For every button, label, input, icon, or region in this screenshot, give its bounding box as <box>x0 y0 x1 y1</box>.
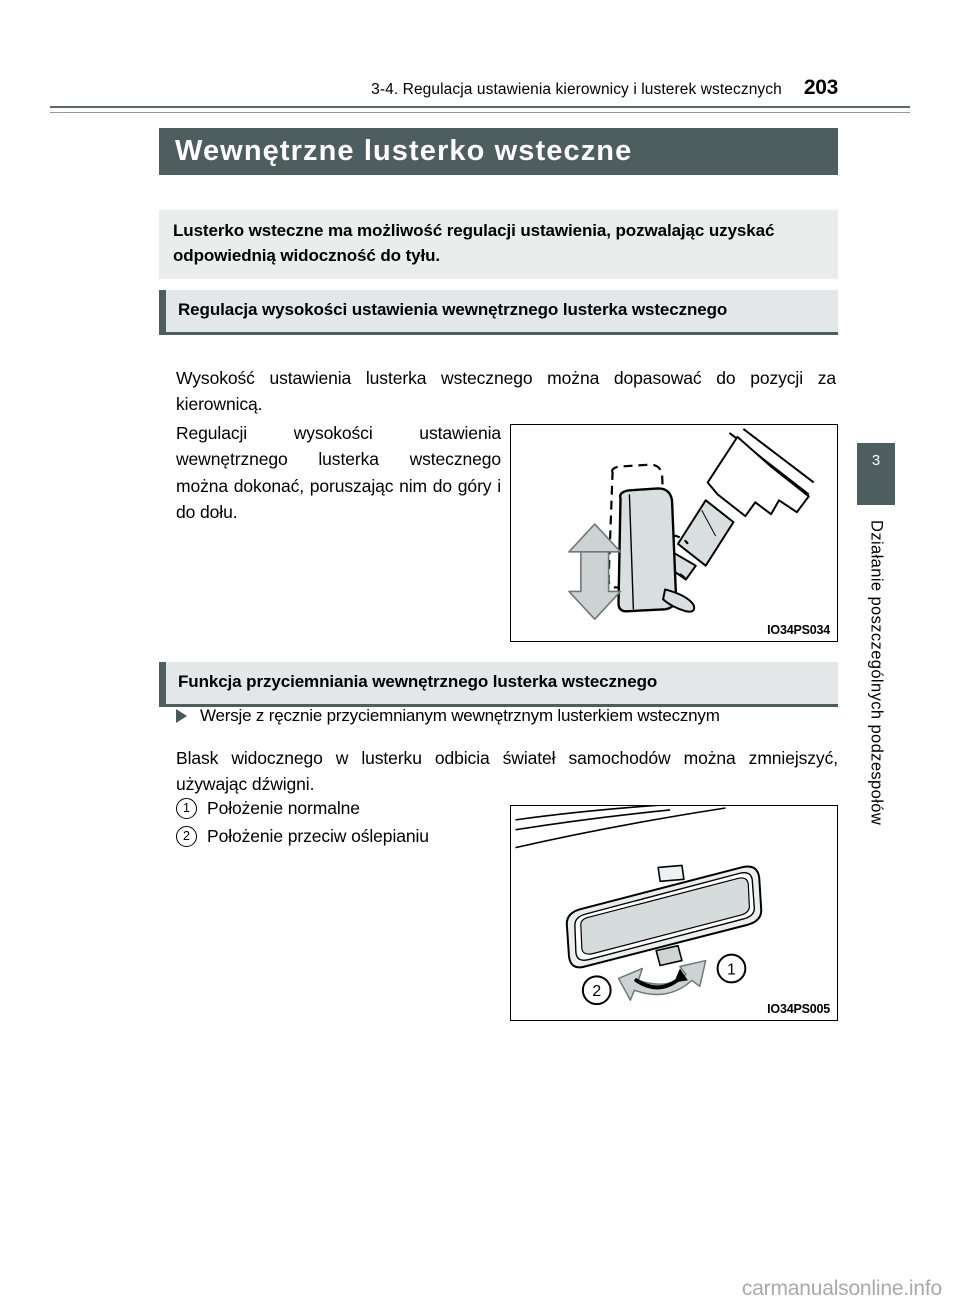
chapter-side-title <box>857 520 895 940</box>
svg-text:2: 2 <box>592 983 602 1001</box>
header-divider <box>50 106 910 113</box>
page-title: Wewnętrzne lusterko wsteczne <box>175 135 633 167</box>
intro-callout-text: Lusterko wsteczne ma możliwość regulacji ustawienia, pozwalając uzyskać odpowiednią widoczność do tyłu. <box>173 221 775 265</box>
mirror-side-view-illustration <box>511 425 837 641</box>
section2-paragraph-1: Blask widocznego w lusterku odbicia świateł samochodów można zmniejszyć, używając dźwigni. <box>176 748 838 795</box>
page-header <box>140 76 838 100</box>
figure-mirror-height-adjust <box>510 424 838 642</box>
section-accent-bar <box>159 662 166 704</box>
figure-mirror-dimming-lever <box>510 805 838 1021</box>
callout-label-2: Położenie przeciw oślepianiu <box>207 826 429 846</box>
section-heading-label: Regulacja wysokości ustawienia wewnętrznego lusterka wstecznego <box>178 300 728 319</box>
figure-caption: IO34PS034 <box>767 623 830 637</box>
page-title-bar <box>159 128 838 175</box>
mirror-front-view-illustration <box>511 806 837 1020</box>
callout-number-1: 1 <box>176 798 197 819</box>
section-heading-label: Funkcja przyciemniania wewnętrznego lusterka wstecznego <box>178 672 658 691</box>
section2-bullet-label: Wersje z ręcznie przyciemnianym wewnętrznym lusterkiem wstecznym <box>200 706 720 725</box>
section2-numbered-list <box>176 798 506 854</box>
chapter-title-text: Działanie poszczególnych podzespołów <box>867 520 886 826</box>
header-section-title: 3-4. Regulacja ustawienia kierownicy i lusterek wstecznych <box>371 81 782 98</box>
callout-label-1: Położenie normalne <box>207 798 360 818</box>
list-item <box>176 826 506 847</box>
section-heading-mirror-height <box>159 290 838 335</box>
section-accent-bar <box>159 290 166 332</box>
triangle-bullet-icon <box>176 709 187 723</box>
section-heading-mirror-dimming <box>159 662 838 707</box>
section2-bullet-item <box>176 706 841 726</box>
section1-paragraph-2: Regulacji wysokości ustawienia wewnętrznego lusterka wstecznego można dokonać, poruszając nim do góry i do dołu. <box>176 423 501 522</box>
list-item <box>176 798 506 819</box>
callout-number-2: 2 <box>176 826 197 847</box>
figure-caption: IO34PS005 <box>767 1002 830 1016</box>
section1-paragraph-1: Wysokość ustawienia lusterka wstecznego można dopasować do pozycji za kierownicą. <box>176 368 836 415</box>
chapter-number: 3 <box>871 452 881 469</box>
watermark: carmanualsonline.info <box>741 1277 942 1300</box>
svg-text:1: 1 <box>727 961 736 979</box>
intro-callout-box <box>159 210 838 279</box>
page-number: 203 <box>803 76 838 99</box>
chapter-tab-marker <box>857 443 895 505</box>
